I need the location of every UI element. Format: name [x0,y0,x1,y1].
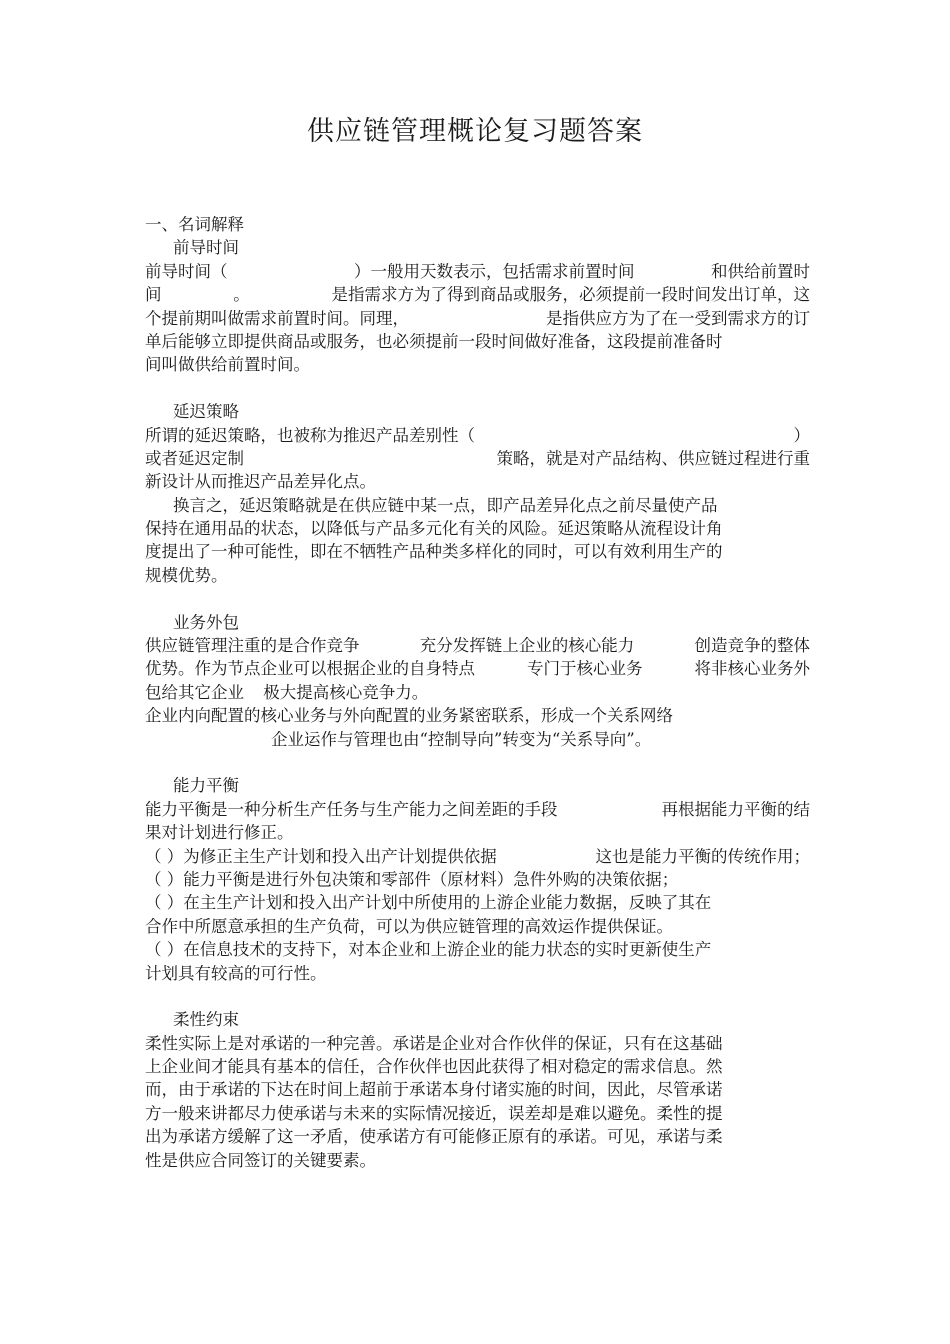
paragraph-line: 合作中所愿意承担的生产负荷，可以为供应链管理的高效运作提供保证。 [145,916,673,936]
paragraph-line: 换言之，延迟策略就是在供应链中某一点，即产品差异化点之前尽量使产品 [173,495,718,515]
paragraph-line: 能力平衡是一种分析生产任务与生产能力之间差距的手段 再根据能力平衡的结 [145,799,810,819]
paragraph-line: 性是供应合同签订的关键要素。 [145,1150,376,1170]
paragraph-line: 柔性实际上是对承诺的一种完善。承诺是企业对合作伙伴的保证，只有在这基础 [145,1033,723,1053]
paragraph-line: 单后能够立即提供商品或服务，也必须提前一段时间做好准备，这段提前准备时 [145,331,723,351]
paragraph-line: 优势。作为节点企业可以根据企业的自身特点 专门于核心业务 将非核心业务外 [145,659,810,679]
term-heading-lead-time: 前导时间 [173,238,239,258]
paragraph-line: 规模优势。 [145,565,228,585]
paragraph-line: （ ）在主生产计划和投入出产计划中所使用的上游企业能力数据，反映了其在 [145,893,712,913]
page-title: 供应链管理概论复习题答案 [307,116,643,147]
paragraph-line: 企业运作与管理也由“控制导向”转变为“关系导向”。 [271,729,652,749]
paragraph-line: 而，由于承诺的下达在时间上超前于承诺本身付诸实施的时间，因此，尽管承诺 [145,1080,723,1100]
paragraph-line: 上企业间才能具有基本的信任，合作伙伴也因此获得了相对稳定的需求信息。然 [145,1057,723,1077]
paragraph-line: 保持在通用品的状态，以降低与产品多元化有关的风险。延迟策略从流程设计角 [145,519,723,539]
paragraph-line: 供应链管理注重的是合作竞争 充分发挥链上企业的核心能力 创造竞争的整体 [145,636,810,656]
term-heading-capacity-balance: 能力平衡 [173,776,239,796]
paragraph-line: 间叫做供给前置时间。 [145,355,310,375]
paragraph-line: 度提出了一种可能性，即在不牺牲产品种类多样化的同时，可以有效利用生产的 [145,542,723,562]
paragraph-line: 企业内向配置的核心业务与外向配置的业务紧密联系，形成一个关系网络 [145,706,673,726]
paragraph-line: 果对计划进行修正。 [145,823,294,843]
paragraph-line: 包给其它企业 极大提高核心竞争力。 [145,682,429,702]
paragraph-line: 前导时间（ ）一般用天数表示，包括需求前置时间 和供给前置时 [145,261,810,281]
paragraph-line: （ ）在信息技术的支持下，对本企业和上游企业的能力状态的实时更新使生产 [145,940,712,960]
section-heading: 一、名词解释 [145,215,244,234]
paragraph-line: 新设计从而推迟产品差异化点。 [145,472,376,492]
paragraph-line: （ ）能力平衡是进行外包决策和零部件（原材料）急件外购的决策依据； [145,869,679,889]
paragraph-line: 方一般来讲都尽力使承诺与未来的实际情况接近，误差却是难以避免。柔性的提 [145,1103,723,1123]
paragraph-line: 出为承诺方缓解了这一矛盾，使承诺方有可能修正原有的承诺。可见，承诺与柔 [145,1127,723,1147]
paragraph-line: 或者延迟定制 策略，就是对产品结构、供应链过程进行重 [145,448,810,468]
term-heading-flexibility-constraint: 柔性约束 [173,1010,239,1030]
paragraph-line: （ ）为修正主生产计划和投入出产计划提供依据 这也是能力平衡的传统作用； [145,846,810,866]
paragraph-line: 间 。 是指需求方为了得到商品或服务，必须提前一段时间发出订单，这 [145,285,810,305]
paragraph-line: 计划具有较高的可行性。 [145,963,327,983]
document-body [145,213,810,1172]
term-heading-postponement: 延迟策略 [173,402,239,422]
paragraph-line: 个提前期叫做需求前置时间。同理， 是指供应方为了在一受到需求方的订 [145,308,810,328]
term-heading-outsourcing: 业务外包 [173,612,239,632]
paragraph-line: 所谓的延迟策略，也被称为推迟产品差别性（ ） [145,425,810,445]
